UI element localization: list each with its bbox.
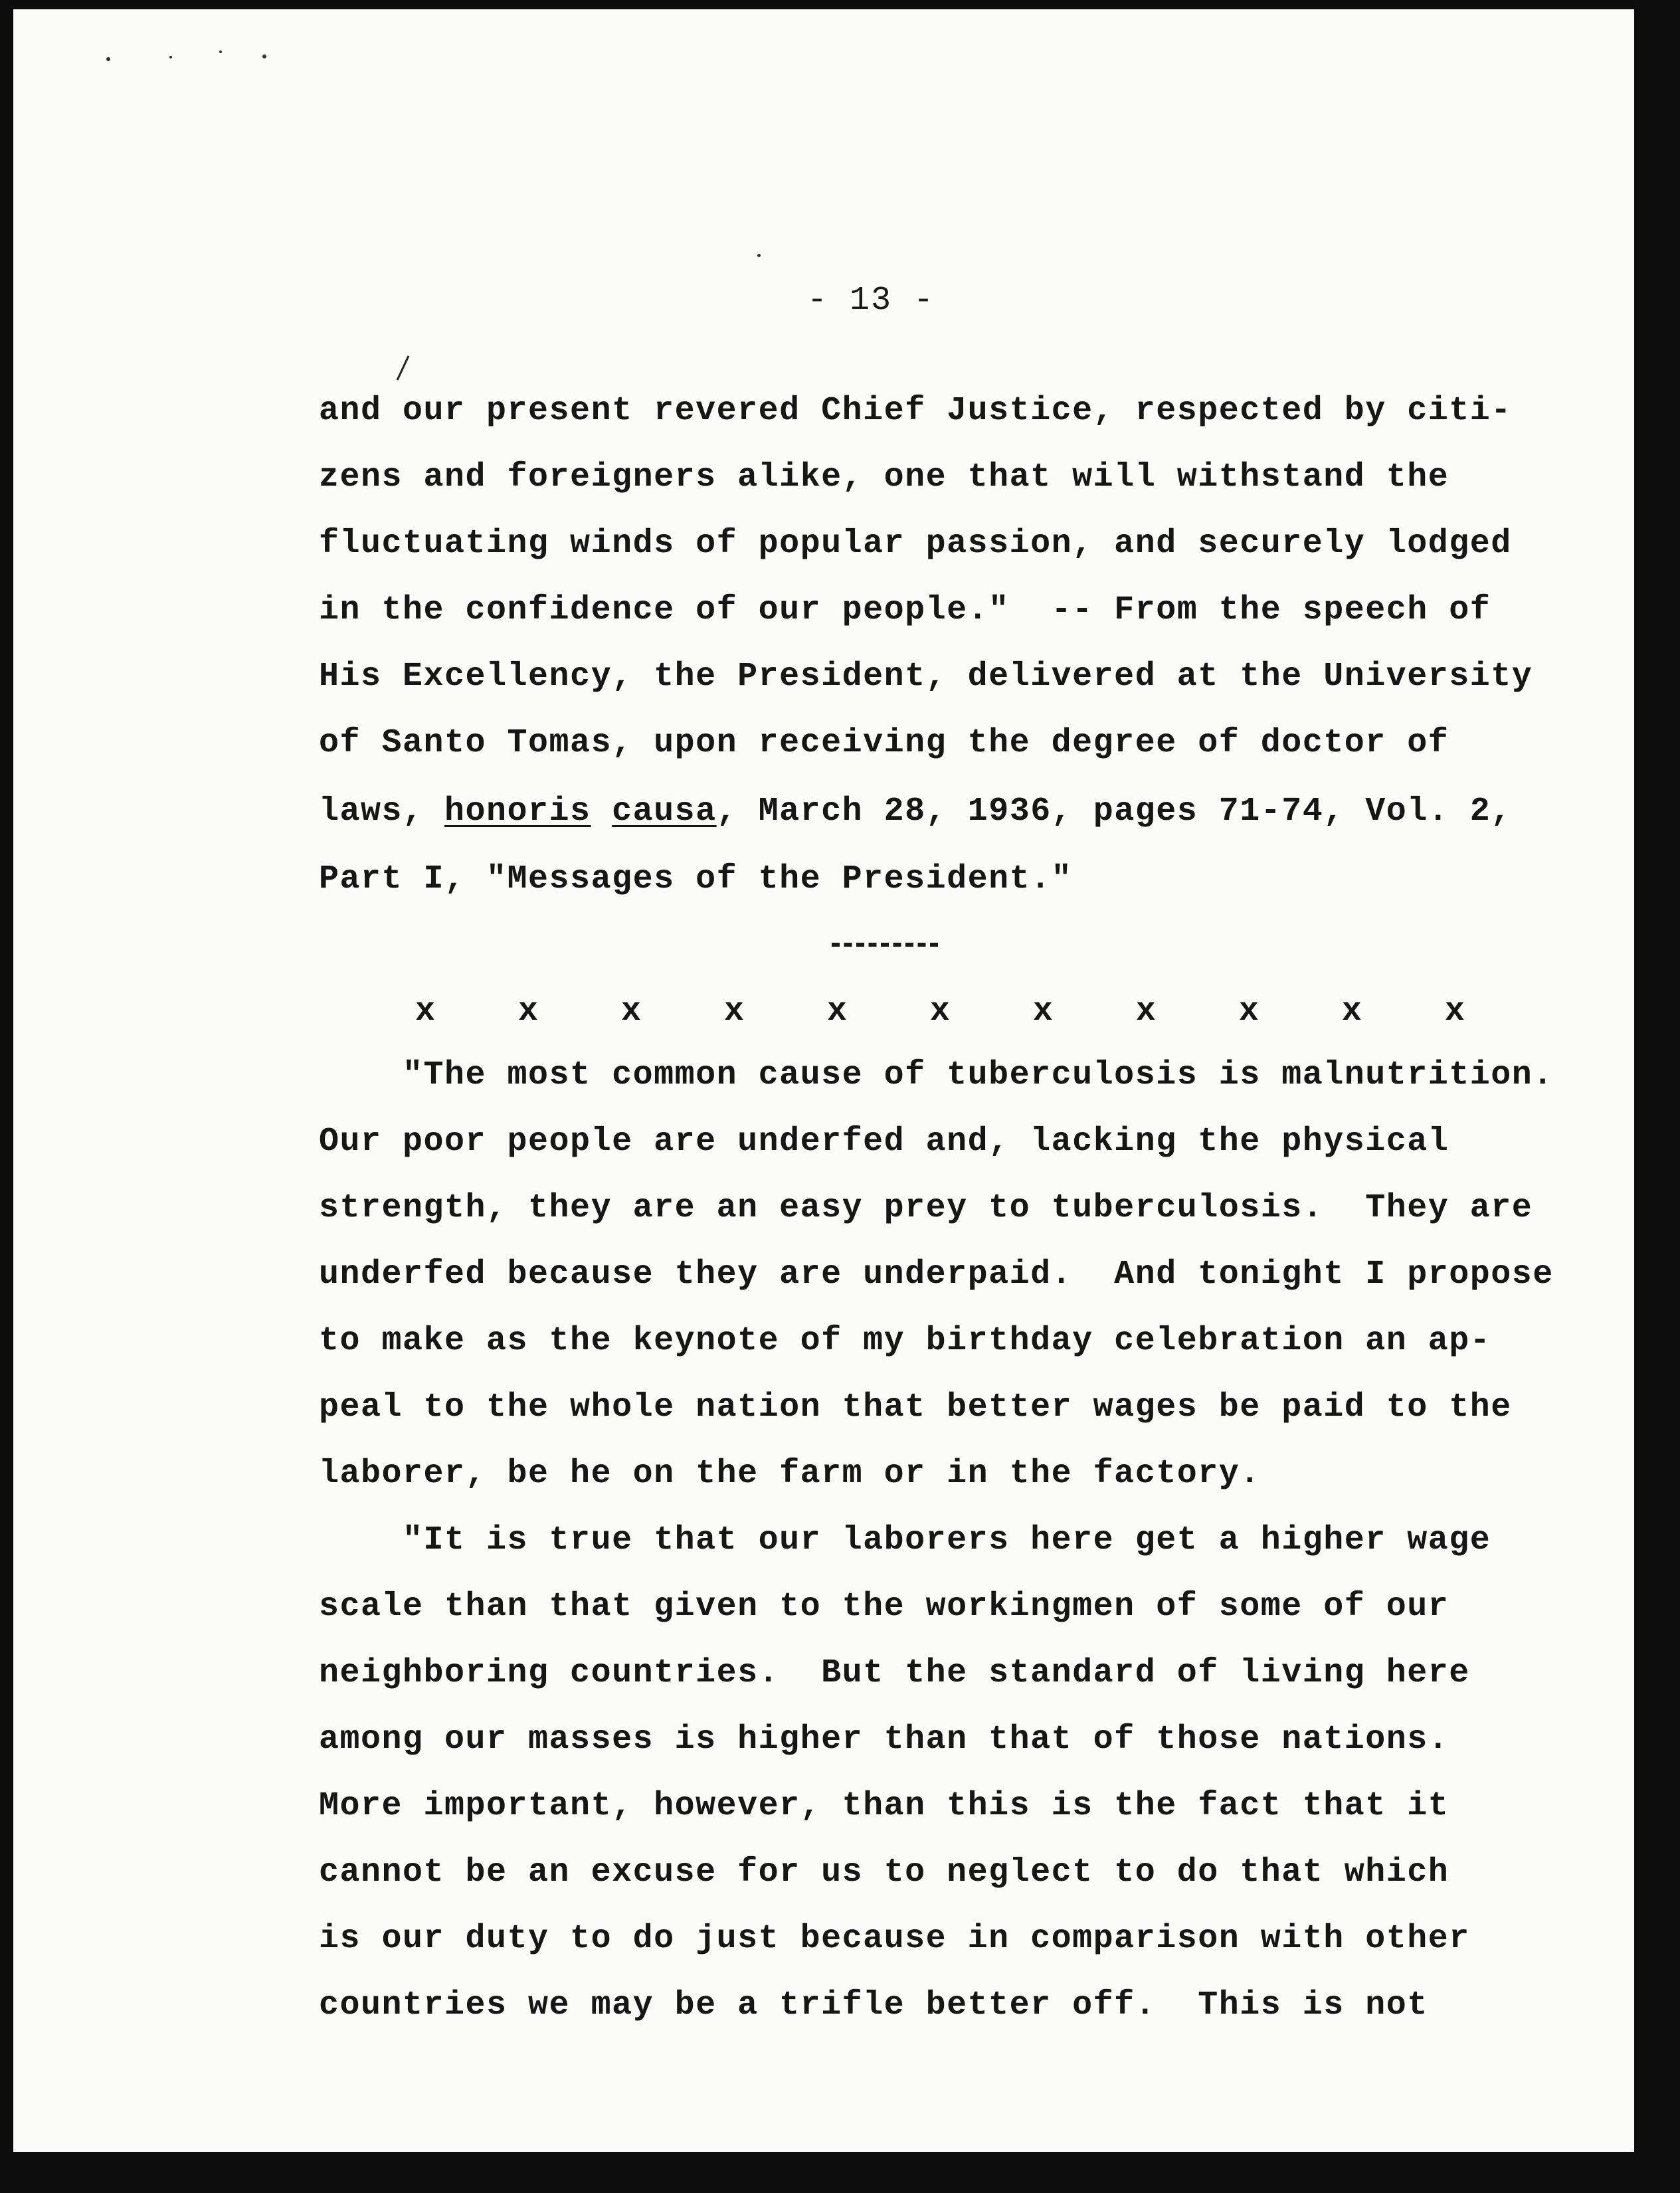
text-line: Our poor people are underfed and, lacking the physical — [319, 1123, 1449, 1161]
page-number: - 13 - — [807, 282, 935, 320]
x-mark: x — [517, 993, 538, 1030]
text-line: "It is true that our laborers here get a higher wage — [319, 1521, 1491, 1559]
x-mark: x — [1032, 993, 1053, 1030]
text-line: laborer, be he on the farm or in the factory. — [319, 1455, 1261, 1493]
citation-line — [319, 792, 1512, 832]
text-line: and our present revered Chief Justice, respected by citi- — [319, 392, 1512, 430]
text-line: cannot be an excuse for us to neglect to do that which — [319, 1854, 1449, 1891]
text-line: zens and foreigners alike, one that will withstand the — [319, 458, 1449, 496]
text-line: neighboring countries. But the standard of living here — [319, 1654, 1470, 1692]
text-segment: , March 28, 1936, pages 71-74, Vol. 2, — [716, 793, 1512, 830]
text-line: to make as the keynote of my birthday celebration an ap- — [319, 1322, 1491, 1360]
text-line: countries we may be a trifle better off. This is not — [319, 1986, 1428, 2024]
separator-dashes — [832, 943, 938, 947]
x-mark: x — [1444, 993, 1465, 1030]
x-mark: x — [1341, 993, 1362, 1030]
text-line: strength, they are an easy prey to tuberculosis. They are — [319, 1189, 1533, 1227]
x-mark: x — [415, 993, 436, 1030]
text-line: His Excellency, the President, delivered at the University — [319, 658, 1533, 696]
x-mark-row — [415, 993, 1465, 1030]
text-line: of Santo Tomas, upon receiving the degree of doctor of — [319, 724, 1449, 762]
x-mark: x — [1135, 993, 1156, 1030]
text-line: scale than that given to the workingmen of some of our — [319, 1588, 1449, 1626]
text-line: peal to the whole nation that better wages be paid to the — [319, 1388, 1512, 1426]
text-line: fluctuating winds of popular passion, and securely lodged — [319, 525, 1512, 563]
text-line: Part I, "Messages of the President." — [319, 860, 1073, 898]
x-mark: x — [929, 993, 950, 1030]
text-line: is our duty to do just because in comparison with other — [319, 1920, 1470, 1958]
handwritten-mark — [397, 355, 410, 381]
x-mark: x — [826, 993, 847, 1030]
text-line: underfed because they are underpaid. And tonight I propose — [319, 1256, 1554, 1293]
text-line: in the confidence of our people." -- From the speech of — [319, 591, 1491, 629]
x-mark: x — [723, 993, 744, 1030]
x-mark: x — [1238, 993, 1259, 1030]
text-segment — [591, 793, 612, 830]
text-line: among our masses is higher than that of those nations. — [319, 1721, 1449, 1759]
text-line: More important, however, than this is the fact that it — [319, 1787, 1449, 1825]
underlined-latin-word: causa — [612, 793, 717, 830]
underlined-latin-word: honoris — [444, 793, 591, 830]
text-segment: laws, — [319, 793, 445, 830]
document-page — [13, 9, 1634, 2152]
x-mark: x — [620, 993, 641, 1030]
text-line: "The most common cause of tuberculosis is malnutrition. — [319, 1056, 1554, 1094]
